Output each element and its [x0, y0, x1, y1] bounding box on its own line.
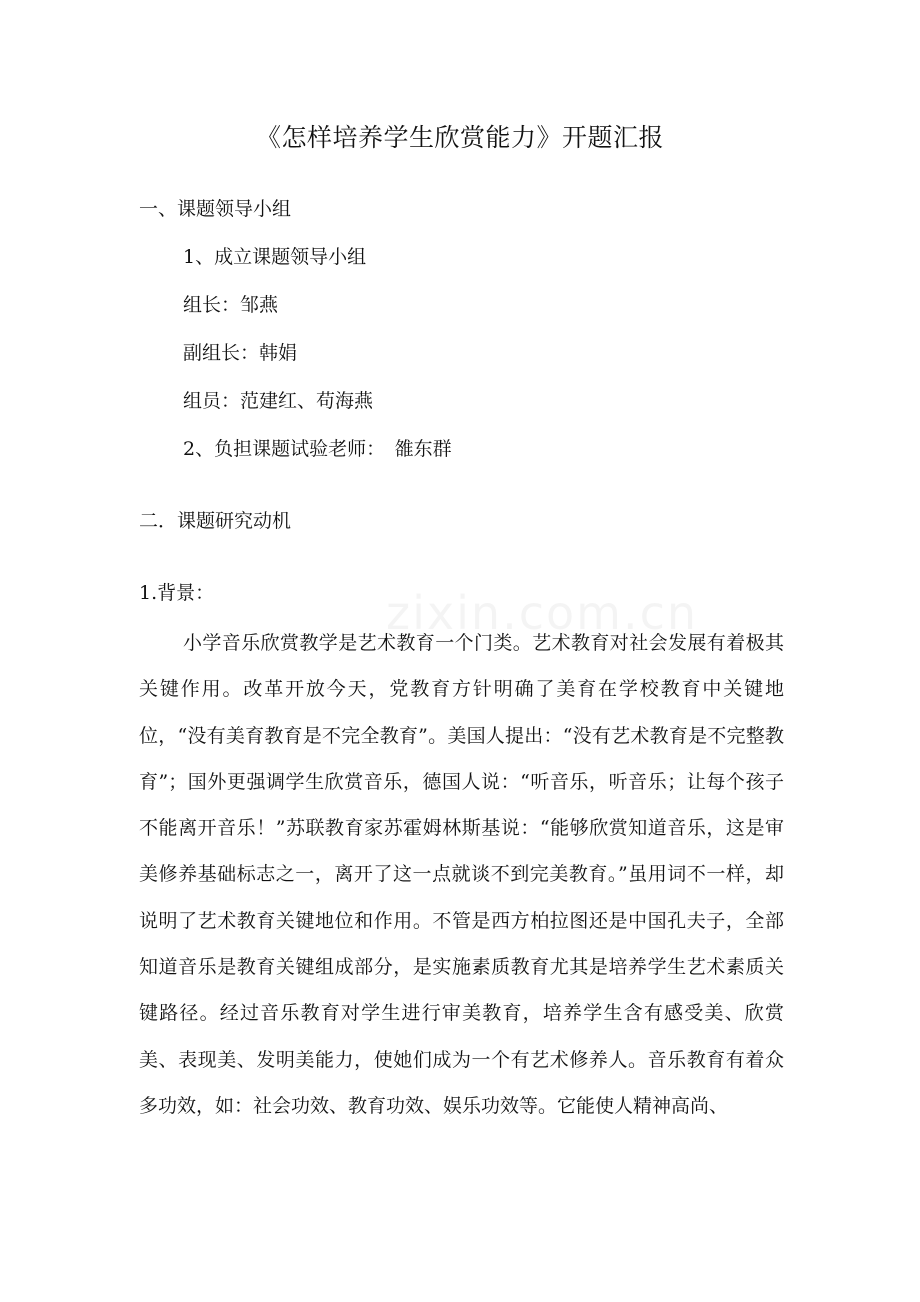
- section1-heading: 一、课题领导小组: [139, 198, 292, 220]
- section1-item2: 2、负担课题试验老师： 雒东群: [183, 438, 452, 460]
- vice-leader-line: 副组长：韩娟: [183, 342, 298, 364]
- members-line: 组员：范建红、苟海燕: [183, 390, 374, 412]
- document-title: 《怎样培养学生欣赏能力》开题汇报: [255, 123, 664, 152]
- section2-heading: 二．课题研究动机: [139, 510, 292, 532]
- section1-item1: 1、成立课题领导小组: [183, 246, 367, 268]
- background-paragraph: 小学音乐欣赏教学是艺术教育一个门类。艺术教育对社会发展有着极其关键作用。改革开放今天，党教育方针明确了美育在学校教育中关键地位，“没有美育教育是不完全教育”。美国人提出：“没有艺术教育是不完整教育”；国外更强调学生欣赏音乐，德国人说：“听音乐，听音乐；让每个孩子不能离开音乐！”苏联教育家苏霍姆林斯基说：“能够欣赏知道音乐，这是审美修养基础标志之一，离开了这一点就谈不到完美教育。”虽用词不一样，却说明了艺术教育关键地位和作用。不管是西方柏拉图还是中国孔夫子，全部知道音乐是教育关键组成部分，是实施素质教育尤其是培养学生艺术素质关键路径。经过音乐教育对学生进行审美教育，培养学生含有感受美、欣赏美、表现美、发明美能力，使她们成为一个有艺术修养人。音乐教育有着众多功效，如：社会功效、教育功效、娱乐功效等。它能使人精神高尚、: [139, 632, 784, 1117]
- background-subheading: 1.背景：: [139, 582, 215, 604]
- leader-line: 组长：邹燕: [183, 294, 279, 316]
